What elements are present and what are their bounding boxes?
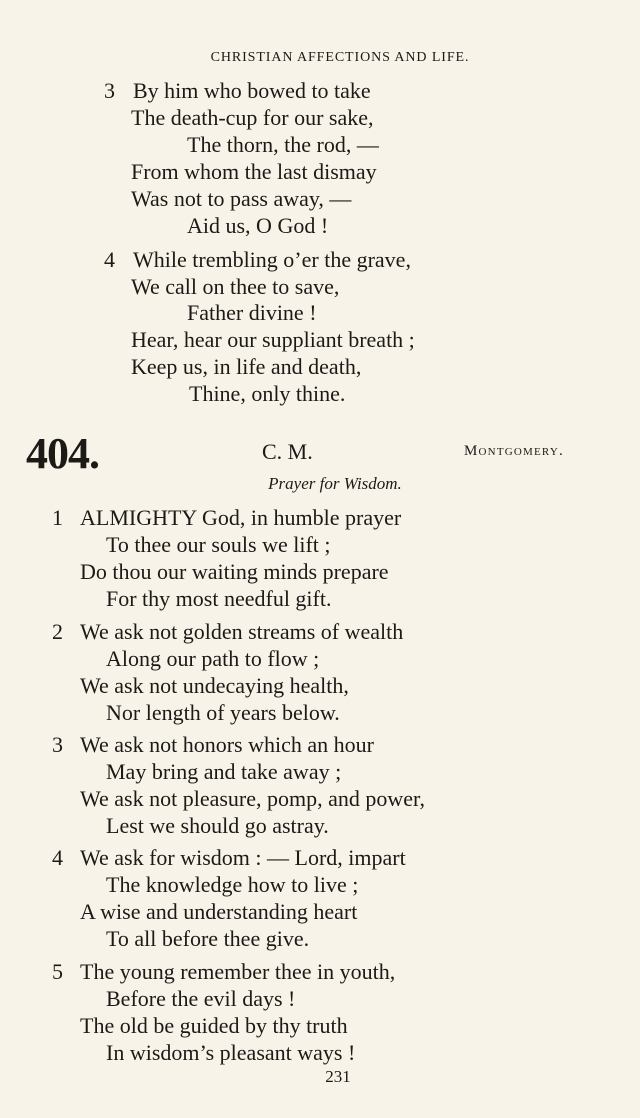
verse-line: Keep us, in life and death, [131,354,362,379]
verse-line: We ask not golden streams of wealth [80,619,404,644]
verse-line: Father divine ! [187,300,317,325]
verse-line: Before the evil days ! [106,986,296,1011]
verse-line: ALMIGHTY God, in humble prayer [80,505,402,530]
verse-line: We ask not honors which an hour [80,732,374,757]
hymn-title: Prayer for Wisdom. [268,474,402,493]
verse-line: The death-cup for our sake, [131,105,374,130]
verse-line: We ask not pleasure, pomp, and power, [80,786,425,811]
verse-line: From whom the last dismay [131,159,377,184]
verse-line: A wise and understanding heart [80,899,358,924]
verse-line: Was not to pass away, — [131,186,352,211]
verse-number: 4 [52,845,63,870]
verse-line: Do thou our waiting minds prepare [80,559,389,584]
verse-line: Hear, hear our suppliant breath ; [131,327,415,352]
verse-number: 3 [104,78,115,103]
verse-line: To all before thee give. [106,926,310,951]
hymn-number: 404. [26,429,99,478]
verse-line: While trembling o’er the grave, [133,247,411,272]
verse-line: We call on thee to save, [131,274,340,299]
verse-number: 3 [52,732,63,757]
verse-line: The thorn, the rod, — [187,132,379,157]
verse-line: Thine, only thine. [189,381,346,406]
verse-line: The old be guided by thy truth [80,1013,348,1038]
verse-line: May bring and take away ; [106,759,342,784]
page-number: 231 [325,1067,351,1086]
verse-line: We ask for wisdom : — Lord, impart [80,845,406,870]
verse-line: Along our path to flow ; [106,646,320,671]
verse-number: 2 [52,619,63,644]
hymn-meter: C. M. [262,439,313,464]
verse-number: 1 [52,505,63,530]
verse-line: For thy most needful gift. [106,586,332,611]
verse-line: The knowledge how to live ; [106,872,359,897]
verse-number: 5 [52,959,63,984]
verse-line: To thee our souls we lift ; [106,532,331,557]
verse-line: Aid us, O God ! [187,213,329,238]
verse-number: 4 [104,247,115,272]
hymn-author: Montgomery. [464,443,564,459]
verse-line: We ask not undecaying health, [80,673,349,698]
running-head: CHRISTIAN AFFECTIONS AND LIFE. [210,50,470,65]
verse-line: By him who bowed to take [133,78,371,103]
verse-line: Lest we should go astray. [106,813,329,838]
verse-line: Nor length of years below. [106,700,340,725]
verse-line: In wisdom’s pleasant ways ! [106,1040,356,1065]
verse-line: The young remember thee in youth, [80,959,396,984]
